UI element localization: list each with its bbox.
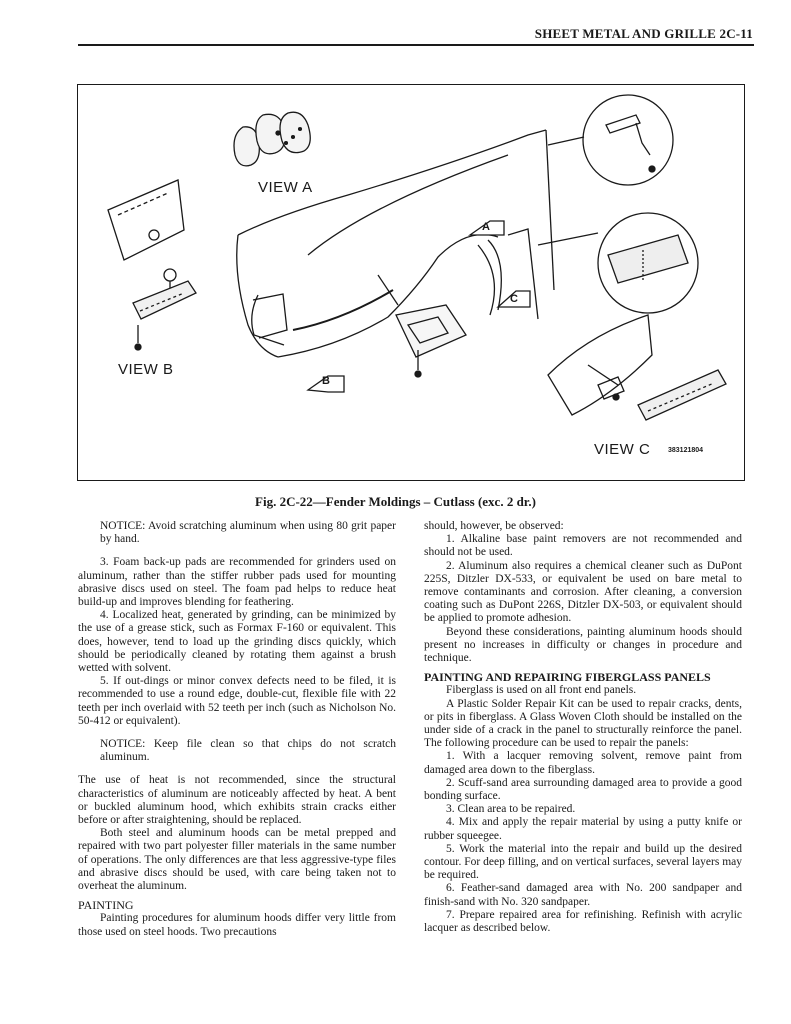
paragraph-fiberglass-1: Fiberglass is used on all front end panels. [446,684,637,697]
view-a-clips [234,112,310,166]
paragraph-continued: should, however, be observed: [424,520,564,532]
notice-2-text: Keep file clean so that chips do not scratch aluminum. [100,738,396,764]
page-header: SHEET METAL AND GRILLE 2C-11 [534,26,753,41]
header-rule [78,44,754,46]
view-c-label: VIEW C [594,441,651,458]
paragraph-1: 1. Alkaline base paint removers are not recommended and should not be used. [424,533,742,559]
paragraph-heat: The use of heat is not recommended, since the structural characteristics of aluminum are noticeably affected by heat. A bent or buckled aluminum hood, which exhibits strain cracks either before or after straightening, should be replaced. [78,774,396,827]
step-3: 3. Clean area to be repaired. [446,803,576,816]
right-middle-detail [538,213,698,313]
fender-illustration [78,85,744,480]
step-4: 4. Mix and apply the repair material by using a putty knife or rubber squeegee. [424,816,742,842]
figure-caption: Fig. 2C-22—Fender Moldings – Cutlass (exc. 2 dr.) [255,494,536,509]
step-1: 1. With a lacquer removing solvent, remove paint from damaged area down to the fiberglass. [424,750,742,776]
notice-2-label: NOTICE: [100,738,146,751]
step-5: 5. Work the material into the repair and build up the desired contour. For deep filling, and on vertical surfaces, several layers may be required. [424,842,742,882]
callout-c-letter: C [510,293,519,305]
step-6: 6. Feather-sand damaged area with No. 200 sandpaper and finish-sand with No. 320 sandpaper. [424,882,742,908]
painting-heading: PAINTING [78,898,134,913]
left-column [78,520,396,939]
fiberglass-heading: PAINTING AND REPAIRING FIBERGLASS PANELS [424,670,711,685]
view-c-parts [548,315,726,420]
fender-body [237,130,554,357]
right-column [424,520,742,935]
paragraph-3: 3. Foam back-up pads are recommended for grinders used on aluminum, rather than the stiffer rubber pads used for mounting abrasive discs used on steel. The foam pad helps to reduce heat build-up and improves blending for feathering. [78,556,396,609]
paragraph-both-hoods: Both steel and aluminum hoods can be metal prepped and repaired with two part polyester filler materials in the same number of operations. The only differences are that less aggressive-type files and abrasive discs should be used, with care being taken not to overheat the aluminum. [78,827,396,893]
view-b-parts [108,180,196,350]
notice-1 [78,520,396,546]
view-b-label: VIEW B [118,361,174,378]
step-2: 2. Scuff-sand area surrounding damaged area to provide a good bonding surface. [424,776,742,803]
fender-moldings-figure [77,84,745,481]
paragraph-2: 2. Aluminum also requires a chemical cleaner such as DuPont 225S, Ditzler DX-533, or equivalent be used on bare metal to remove contaminants and corrosion. After cleaning, a conversion coating such as DuPont 226S, Ditzler DX-503, or equivalent should be applied to promote adhesion. [424,559,742,625]
paragraph-beyond: Beyond these considerations, painting aluminum hoods should present no increases in difficulty or changes in procedure and technique. [424,625,742,665]
notice-2 [78,738,396,764]
notice-1-label: NOTICE: [100,520,146,532]
step-7: 7. Prepare repaired area for refinishing. Refinish with acrylic lacquer as described below. [424,908,742,935]
figure-code: 383121804 [668,447,704,454]
paragraph-painting: Painting procedures for aluminum hoods differ very little from those used on steel hoods. Two precautions [78,912,396,938]
notice-1-text: Avoid scratching aluminum when using 80 grit paper by hand. [100,520,396,546]
view-a-label: VIEW A [258,179,313,196]
paragraph-fiberglass-2: A Plastic Solder Repair Kit can be used to repair cracks, dents, or pits in fiberglass. A Glass Woven Cloth should be installed on the under side of a crack in the panel to structurally reinforce the panel. The following procedure can be used to repair the panels: [424,697,742,750]
paragraph-4: 4. Localized heat, generated by grinding, can be minimized by the use of a grease stick, such as Formax F-160 or equivalent. This does, however, tend to load up the grinding discs quickly, which should be periodically cleaned by rotating them against a brush wetted with solvent. [78,609,396,675]
callout-b-letter: B [322,375,331,387]
paragraph-5: 5. If out-dings or minor convex defects need to be filed, it is recommended to use a round edge, double-cut, flexible file with 22 teeth per inch overlaid with 52 teeth per inch (such as Nicholson No. 50-412 or equivalent). [78,675,396,727]
top-right-detail [548,95,673,185]
callout-a-letter: A [482,221,491,233]
